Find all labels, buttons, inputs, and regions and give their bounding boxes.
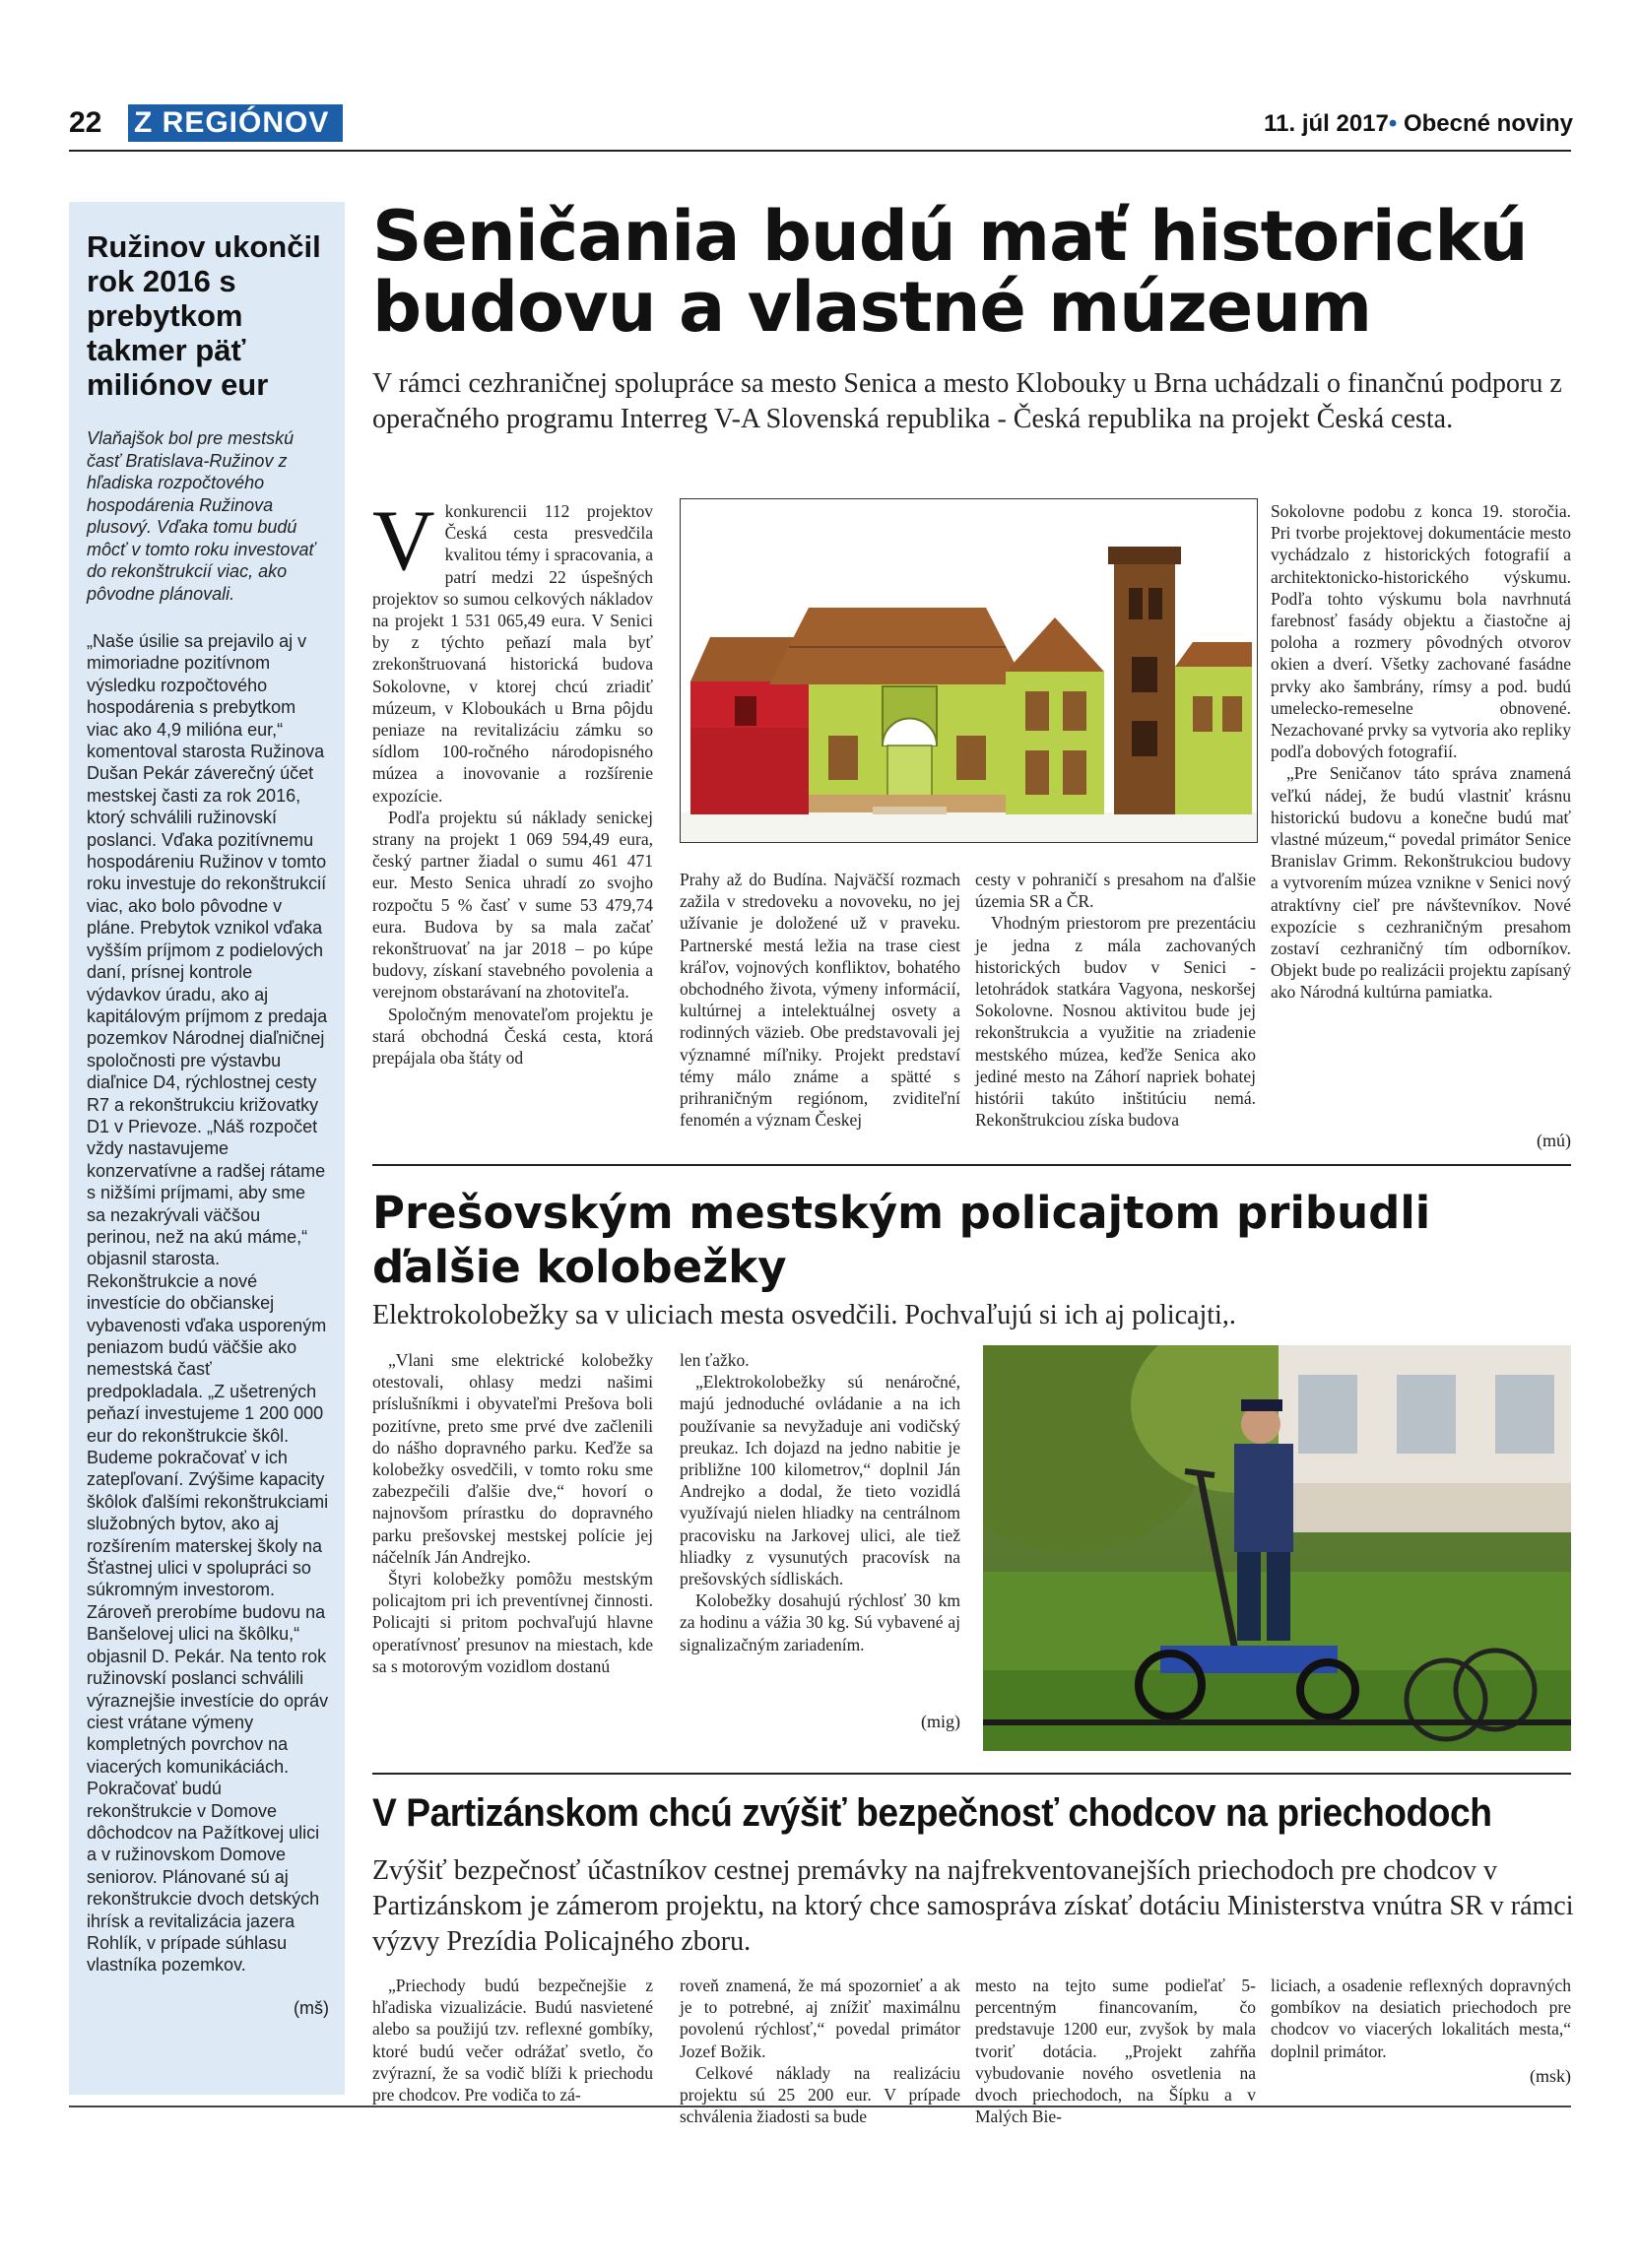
- dropcap: V: [372, 493, 435, 589]
- sidebar-signature: (mš): [294, 1997, 329, 2018]
- sidebar-article: [69, 202, 345, 2095]
- sidebar-headline: Ružinov ukončil rok 2016 s prebytkom takmer päť miliónov eur: [87, 229, 321, 402]
- article3-col4: [1271, 1975, 1571, 2062]
- article2-col2-p3: Kolobežky dosahujú rýchlosť 30 km za hodinu a vážia 30 kg. Sú vybavené aj signalizačným zariadením.: [680, 1590, 960, 1654]
- article1-lead: V rámci cezhraničnej spolupráce sa mesto Senica a mesto Klobouky u Brna uchádzali o finančnú podporu z operačného programu Interreg V-A Slovenská republika - Česká republika na projekt Česká cesta.: [372, 368, 1562, 434]
- header-rule: [69, 150, 1571, 152]
- article1-col3-p2: Vhodným priestorom pre prezentáciu je jedna z mála zachovaných historických budov v Senici - letohrádok statkára Vagyona, neskoršej Sokolovne. Nosnou aktivitou bude jej rekonštrukcia a využitie na zriadenie mestského múzea, keďže Senica ako jediné mesto na Záhorí napriek bohatej histórii takúto inštitúciu nemá. Rekonštrukciou získa budova: [975, 913, 1256, 1131]
- article1-col2-text: Prahy až do Budína. Najväčší rozmach zažila v stredoveku a novoveku, no jej užívanie je doložené už v praveku. Partnerské mestá ležia na trase ciest kráľov, vojnových konfliktov, bohatého obchodného života, výmeny informácií, kultúrnej a intelektuálnej osvety a rodinných väzieb. Obe predstavovali jej významné míľniky. Projekt predstaví témy málo známe a spätté s prihraničným regiónom, zviditeľní fenomén a význam Českej: [680, 870, 960, 1131]
- article2-col1-p2: Štyri kolobežky pomôžu mestským policajtom pri ich preventívnej činnosti. Policajti si pritom pochvaľujú hlavne operatívnosť presunov na miestach, kde sa s motorovým vozidlom dostanú: [372, 1569, 653, 1676]
- article1-col1: [372, 493, 653, 1069]
- article2-headline: Prešovským mestským policajtom pribudli ďalšie kolobežky: [372, 1187, 1431, 1293]
- article1-col3: [975, 869, 1256, 1131]
- article2-lead: Elektrokolobežky sa v uliciach mesta osvedčili. Pochvaľujú si ich aj policajti,.: [372, 1300, 1236, 1330]
- article2-signature: (mig): [921, 1712, 960, 1731]
- header-info: [1264, 110, 1573, 138]
- article1-rule: [372, 1164, 1571, 1166]
- article3-col4-text: liciach, a osadenie reflexných dopravných gombíkov na desiatich priechodoch pre chodcov vo viacerých lokalitách mesta,“ doplnil primátor.: [1271, 1976, 1571, 2061]
- article2-col2: [680, 1349, 960, 1655]
- sidebar-body: „Naše úsilie sa prejavilo aj v mimoriadne pozitívnom výsledku rozpočtového hospodárenia s prebytkom viac ako 4,9 milióna eur,“ komentoval starosta Ružinova Dušan Pekár záverečný účet mestskej časti za rok 2016, ktorý schválili ružinovskí poslanci. Vďaka pozitívnemu hospodáreniu Ružinov v tomto roku investuje do rekonštrukcií viac, ako bolo pôvodne v pláne. Prebytok vznikol vďaka vyšším príjmom z podielových daní, prísnej kontrole výdavkov úradu, ako aj kapitálovým príjmom z predaja pozemkov Národnej diaľničnej spoločnosti pre výstavbu diaľnice D4, rýchlostnej cesty R7 a rekonštrukciu križovatky D1 v Prievoze. „Náš rozpočet vždy nastavujeme konzervatívne a radšej rátame s nižšími príjmami, aby sme sa nezakrývali väčšou perinou, než na akú máme,“ objasnil starosta. Rekonštrukcie a nové investície do občianskej vybavenosti vďaka usporeným peniazom budú väčšie ako nemestská časť predpokladala. „Z ušetrených peňazí investujeme 1 200 000 eur do rekonštrukcie škôl. Budeme pokračovať v ich zatepľovaní. Zvýšime kapacity škôlok ďalšími rekonštrukciami služobných bytov, ako aj rozšírením materskej školy na Šťastnej ulici v spolupráci so súkromným investorom. Zároveň prerobíme budovu na Banšelovej ulici na škôlku,“ objasnil D. Pekár. Na tento rok ružinovskí poslanci schválili výraznejšie investície do opráv ciest vrátane výmeny kompletných povrchov na viacerých komunikáciách. Pokračovať budú rekonštrukcie v Domove dôchodcov na Pažítkovej ulici a v ružinovskom Domove seniorov. Plánované sú aj rekonštrukcie dvoch detských ihrísk a revitalizácia jazera Rohlík, v prípade súhlasu vlastníka pozemkov.: [87, 631, 329, 1976]
- article2-col2-p2: „Elektrokolobežky sú nenáročné, majú jednoduché ovládanie a na ich používanie sa nevyžaduje ani vodičský preukaz. Ich dojazd na jedno nabitie je približne 100 kilometrov,“ doplnil Ján Andrejko a dodal, že tieto vozidlá využívajú nielen hliadky na centrálnom pracovisku na Jarkovej ulici, ale tiež hliadky z vysunutých pracovísk na prešovských sídliskách.: [680, 1372, 960, 1589]
- article1-col4-p1: Sokolovne podobu z konca 19. storočia. Pri tvorbe projektovej dokumentácie mesto vychádzalo z historických fotografií a architektonicko-historického výskumu. Podľa tohto výskumu bola navrhnutá farebnosť fasády objektu a čiastočne aj poloha a rozmery pôvodných otvorov okien a dverí. Všetky zachované fasádne prvky ako šambrány, rímsy a pod. budú umelecko-remeselne obnovené. Nezachované prvky sa vytvoria ako repliky podľa dobových fotografií.: [1271, 501, 1571, 762]
- article1-col2: [680, 869, 960, 1131]
- article3-col2-p2: Celkové náklady na realizáciu projektu sú 25 200 eur. V prípade schválenia žiadosti sa bude: [680, 2062, 960, 2127]
- article1-col4: [1271, 500, 1571, 1004]
- article3-col3-text: mesto na tejto sume podieľať 5-percentným financovaním, čo predstavuje 1200 eur, zvyšok by mala tvoriť dotácia. „Projekt zahŕňa vybudovanie nového osvetlenia na dvoch priechodoch, na Šípku a v Malých Bie-: [975, 1976, 1256, 2127]
- article3-lead: Zvýšiť bezpečnosť účastníkov cestnej premávky na najfrekventovanejších priechodoch pre chodcov v Partizánskom je zámerom projektu, na ktorý chce samospráva získať dotáciu Ministerstva vnútra SR v rámci výzvy Prezídia Policajného zboru.: [372, 1855, 1574, 1957]
- article2-col1-p1: „Vlani sme elektrické kolobežky otestovali, ohlasy medzi našimi príslušníkmi i obyvateľmi Prešova boli pozitívne, preto sme prvé dve začlenili do nášho dopravného parku. Keďže sa kolobežky osvedčili, v tomto roku sme zabezpečili ďalšie dve,“ hovorí o najnovšom prírastku do dopravného parku prešovskej mestskej polície jej náčelník Ján Andrejko.: [372, 1350, 653, 1567]
- article2-rule: [372, 1773, 1571, 1775]
- article1-col1-p1: konkurencii 112 projektov Česká cesta presvedčila kvalitou témy i spracovania, a patrí medzi 22 úspešných projektov so sumou celkových nákladov na projekt 1 531 065,49 eura. V Senici by z týchto peňazí mala byť zrekonštruovaná historická budova Sokolovne, v ktorej chcú zriadiť múzeum, v Kloboukách u Brna pôjdu peniaze na revitalizáciu zámku so sídlom 100-ročného národopisného múzea a inovovanie a rozšírenie expozície.: [372, 501, 653, 806]
- article3-col1-text: „Priechody budú bezpečnejšie z hľadiska vizualizácie. Budú nasvietené alebo sa použijú tzv. reflexné gombíky, ktoré budú večer odrážať svetlo, čo zvýrazní, že sa vodič blíži k priechodu pre chodcov. Pre vodiča to zá-: [372, 1976, 653, 2106]
- issue-date: 11. júl 2017: [1264, 110, 1389, 137]
- article1-col1-p3: Spoločným menovateľom projektu je stará obchodná Česká cesta, ktorá prepájala oba štáty od: [372, 1004, 653, 1069]
- page-number: 22: [69, 106, 102, 139]
- article3-col2-p1: roveň znamená, že má spozornieť a ak je to potrebné, aj znížiť maximálnu povolenú rýchlosť,“ povedal primátor Jozef Božik.: [680, 1976, 960, 2061]
- article2-col1: [372, 1349, 653, 1677]
- sidebar-lead: Vlaňajšok bol pre mestskú časť Bratislava-Ružinov z hľadiska rozpočtového hospodárenia Ružinova plusový. Vďaka tomu budú môcť v tomto roku investovať do rekonštrukcií viac, ako pôvodne plánovali.: [87, 428, 315, 604]
- police-image: [983, 1345, 1571, 1751]
- article3-signature: (msk): [1530, 2066, 1571, 2086]
- building-facade-drawing: [681, 499, 1257, 842]
- section-label: Z REGIÓNOV: [128, 104, 343, 142]
- header-separator: •: [1388, 110, 1398, 137]
- footer-rule: [69, 2106, 1571, 2107]
- article1-col1-p2: Podľa projektu sú náklady senickej strany na projekt 1 069 594,49 eura, český partner žiadal o sumu 461 471 eur. Mesto Senica uhradí zo svojho rozpočtu 5 % časť v sume 53 479,74 eura. Budova by sa mala začať rekonštruovať na jar 2018 – po kúpe budovy, získaní stavebného povolenia a verejnom obstarávaní na zhotoviteľa.: [372, 807, 653, 1003]
- publication-name: Obecné noviny: [1403, 110, 1573, 137]
- article1-headline: Seničania budú mať historickú budovu a vlastné múzeum: [372, 196, 1528, 348]
- article3-headline: V Partizánskom chcú zvýšiť bezpečnosť chodcov na priechodoch: [372, 1791, 1492, 1835]
- article3-col1: [372, 1975, 653, 2106]
- article1-col4-p2: „Pre Seničanov táto správa znamená veľkú nádej, že budú vlastniť krásnu historickú budovu a konečne budú mať vlastné múzeum,“ povedal primátor Senice Branislav Grimm. Rekonštrukciou budovy a vytvorením múzea vznikne v Senici nový atraktívny cieľ pre návštevníkov. Nové expozície s cezhraničným presahom zostaví cezhraničný tím odborníkov. Objekt bude po realizácii projektu zapísaný ako Národná kultúrna pamiatka.: [1271, 763, 1571, 1003]
- building-image: [680, 498, 1258, 843]
- police-photo: [983, 1345, 1571, 1751]
- article2-col2-p1: len ťažko.: [680, 1350, 750, 1370]
- article1-col3-p1: cesty v pohraničí s presahom na ďalšie územia SR a ČR.: [975, 870, 1256, 912]
- article1-signature: (mú): [1537, 1131, 1571, 1150]
